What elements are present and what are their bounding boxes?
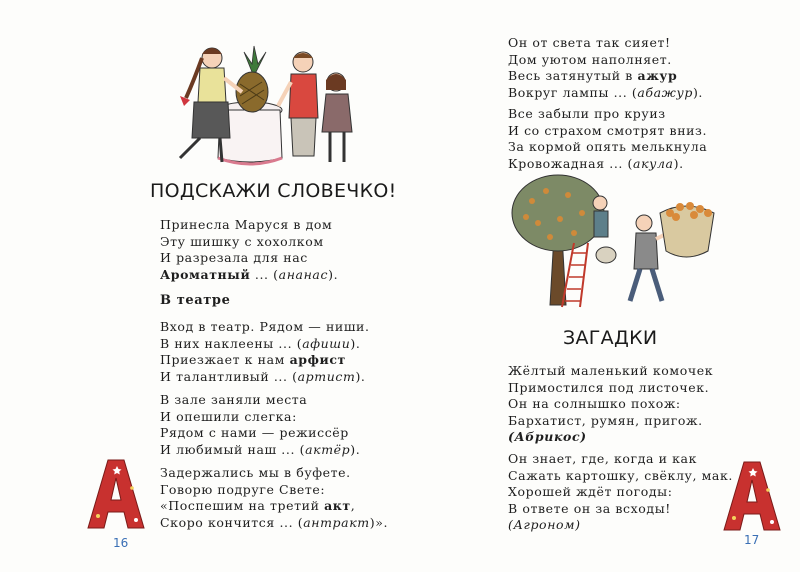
- verse-line: И разрезала для нас: [160, 250, 308, 265]
- apricot-tree-harvest-illustration: [510, 173, 720, 313]
- verse-text: Кровожадная ... (: [508, 155, 634, 171]
- verse-line: Говорю подруге Свете:: [160, 481, 326, 497]
- page-number-16: 16: [113, 536, 129, 550]
- riddle-abazhur: [508, 35, 703, 101]
- verse-line: [160, 267, 338, 284]
- riddle-agronom: [508, 451, 733, 534]
- verse-text: ).: [350, 441, 361, 457]
- bold-word: Ароматный: [160, 266, 251, 282]
- verse-text: ... (: [250, 266, 279, 282]
- verse-text: В них наклеены ... (: [160, 335, 303, 351]
- verse-line: [508, 85, 703, 102]
- riddle-abrikos: [508, 363, 713, 446]
- verse-line: Он на солнышко похож:: [508, 396, 681, 411]
- verse-text: Скоро кончится ... (: [160, 514, 304, 530]
- decorative-letter-a-icon: [84, 458, 146, 530]
- verse-line: [160, 352, 370, 369]
- verse-line: Бархатист, румян, пригож.: [508, 412, 703, 428]
- page-number-17: 17: [744, 533, 760, 547]
- theatre-stanza-2: [160, 392, 360, 458]
- riddle-answer: [508, 517, 733, 534]
- children-pineapple-table-illustration: [150, 40, 360, 175]
- verse-text: ).: [350, 335, 361, 351]
- verse-line: Жёлтый маленький комочек: [508, 363, 714, 378]
- verse-text: ).: [355, 368, 366, 384]
- verse-text: ).: [692, 84, 704, 100]
- verse-line: Принесла Маруся в дом: [160, 217, 333, 232]
- answer-word: ананас: [278, 266, 329, 282]
- verse-line: [160, 442, 360, 459]
- verse-line: В зале заняли места: [160, 392, 308, 407]
- verse-line: Он знает, где, когда и как: [508, 451, 697, 466]
- verse-line: [160, 336, 370, 353]
- theatre-title: В театре: [160, 293, 231, 308]
- verse-line: И опешили слегка:: [160, 408, 297, 424]
- verse-line: [508, 156, 707, 173]
- verse-line: За кормой опять мелькнула: [508, 139, 708, 154]
- verse-line: Примостился под листочек.: [508, 379, 710, 395]
- riddle-ananas: [160, 217, 338, 283]
- verse-text: И любимый наш ... (: [160, 441, 306, 457]
- answer-word: афиши: [302, 335, 351, 351]
- verse-text: ,: [350, 498, 356, 513]
- verse-text: ).: [328, 266, 339, 282]
- answer-word: акула: [633, 155, 674, 171]
- verse-line: Хорошей ждёт погоды:: [508, 484, 673, 499]
- answer-word: (Агроном): [508, 517, 581, 532]
- answer-word: антракт: [303, 514, 370, 530]
- verse-text: Весь затянутый в: [508, 68, 638, 83]
- bold-word: ажур: [637, 68, 678, 83]
- bold-word: акт: [324, 498, 351, 513]
- verse-text: Приезжает к нам: [160, 352, 290, 367]
- verse-line: [160, 369, 370, 386]
- verse-line: Все забыли про круиз: [508, 106, 666, 121]
- verse-line: Он от света так сияет!: [508, 35, 671, 50]
- answer-word: абажур: [637, 84, 693, 100]
- verse-text: Вокруг лампы ... (: [508, 84, 638, 100]
- theatre-stanza-3: [160, 465, 388, 531]
- bold-word: арфист: [289, 352, 346, 367]
- verse-line: Задержались мы в буфете.: [160, 465, 351, 480]
- answer-word: (Абрикос): [508, 429, 587, 444]
- heading-podskazhi-slovechko: ПОДСКАЖИ СЛОВЕЧКО!: [150, 180, 397, 202]
- verse-text: )».: [369, 514, 389, 530]
- verse-line: Вход в театр. Рядом — ниши.: [160, 319, 370, 334]
- verse-line: Дом уютом наполняет.: [508, 51, 672, 67]
- decorative-letter-a-icon: [720, 460, 782, 532]
- theatre-stanza-1: [160, 319, 370, 385]
- verse-line: [160, 515, 388, 532]
- verse-line: И со страхом смотрят вниз.: [508, 122, 708, 138]
- verse-line: [160, 498, 388, 515]
- verse-text: «Поспешим на третий: [160, 498, 325, 513]
- right-page: [400, 0, 800, 572]
- heading-zagadki: ЗАГАДКИ: [563, 327, 658, 349]
- verse-line: Эту шишку с хохолком: [160, 233, 324, 249]
- verse-text: И талантливый ... (: [160, 368, 298, 384]
- answer-word: артист: [297, 368, 356, 384]
- verse-line: Рядом с нами — режиссёр: [160, 425, 349, 440]
- verse-line: [508, 68, 703, 85]
- riddle-akula: [508, 106, 707, 172]
- verse-text: ).: [673, 155, 684, 171]
- answer-word: актёр: [305, 441, 351, 457]
- riddle-answer: [508, 429, 713, 446]
- verse-line: Сажать картошку, свёклу, мак.: [508, 467, 733, 483]
- verse-line: В ответе он за всходы!: [508, 500, 671, 516]
